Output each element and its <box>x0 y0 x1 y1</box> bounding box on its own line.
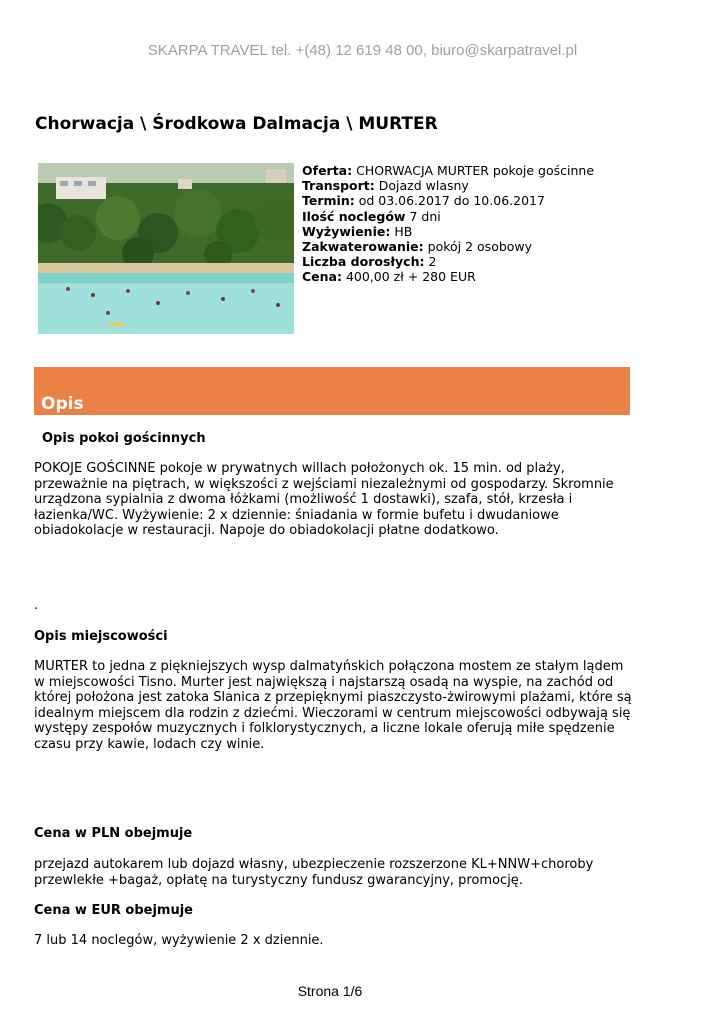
page-title: Chorwacja \ Środkowa Dalmacja \ MURTER <box>35 114 438 134</box>
pokoje-heading: Opis pokoi gościnnych <box>42 431 206 446</box>
offer-row-oferta <box>302 163 594 178</box>
wyzywienie-value: HB <box>394 223 413 239</box>
pokoje-text: POKOJE GOŚCINNE pokoje w prywatnych willach położonych ok. 15 min. od plaży, przeważnie na piętrach, w większości z wejściami niezależnymi od gospodarzy. Skromnie urządzona sypialnia z dwoma łóżkami (możliwość 1 dostawki), szafa, stół, krzesła i łazienka/WC. Wyżywienie: 2 x dziennie: śniadania w formie bufetu i dwudaniowe obiadokolacje w restauracji. Napoje do obiadokolacji płatne dodatkowo. <box>34 461 614 539</box>
cena-pln-text: przejazd autokarem lub dojazd własny, ubezpieczenie rozszerzone KL+NNW+choroby przewlekłe +bagaż, opłatę na turystyczny fundusz gwarancyjny, promocję. <box>34 857 594 888</box>
wyzywienie-label: Wyżywienie: <box>302 223 391 239</box>
transport-label: Transport: <box>302 178 375 194</box>
zakwaterowanie-label: Zakwaterowanie: <box>302 239 424 255</box>
termin-value: od 03.06.2017 do 10.06.2017 <box>358 193 545 209</box>
offer-value: CHORWACJA MURTER pokoje gościnne <box>356 163 595 178</box>
offer-row-cena <box>302 269 594 284</box>
noclegi-label: Ilość noclegów <box>302 208 406 224</box>
offer-row-noclegi <box>302 209 594 224</box>
zakwaterowanie-value: pokój 2 osobowy <box>427 239 533 255</box>
offer-label: Oferta: <box>302 163 353 178</box>
miejscowosc-heading: Opis miejscowości <box>34 629 168 644</box>
offer-row-transport <box>302 178 594 193</box>
section-bar-opis <box>34 367 630 415</box>
offer-details <box>302 163 594 285</box>
beach-photo <box>38 163 294 334</box>
miejscowosc-text: MURTER to jedna z piękniejszych wysp dalmatyńskich połączona mostem ze stałym lądem w miejscowości Tisno. Murter jest największą i najstarszą osadą na wyspie, na zachód od której położona jest zatoka Slanica z przepięknymi piaszczysto-żwirowymi plażami, które są idealnym miejscem dla rodzin z dziećmi. Wieczorami w centrum miejscowości odbywają się występy zespołów muzycznych i folklorystycznych, a liczne lokale oferują miłe spędzenie czasu przy kawie, lodach czy winie. <box>34 659 632 752</box>
page-number: Strona 1/6 <box>297 983 363 999</box>
cena-label: Cena: <box>302 269 342 285</box>
transport-value: Dojazd wlasny <box>378 178 469 194</box>
beach-photo-illustration <box>38 163 294 334</box>
noclegi-value: 7 dni <box>409 208 441 224</box>
cena-value: 400,00 zł + 280 EUR <box>345 269 476 285</box>
cena-eur-heading: Cena w EUR obejmuje <box>34 903 194 918</box>
dorosli-value: 2 <box>428 254 437 270</box>
offer-row-dorosli <box>302 254 594 269</box>
offer-row-zakwaterowanie <box>302 239 594 254</box>
dorosli-label: Liczba dorosłych: <box>302 254 425 270</box>
offer-row-wyzywienie <box>302 224 594 239</box>
cena-pln-heading: Cena w PLN obejmuje <box>34 826 193 841</box>
section-bar-title: Opis <box>41 394 84 414</box>
separator-dot: . <box>34 598 39 613</box>
offer-row-termin <box>302 193 594 208</box>
termin-label: Termin: <box>302 193 355 209</box>
cena-eur-text: 7 lub 14 noclegów, wyżywienie 2 x dziennie. <box>34 933 324 948</box>
agency-contact-header: SKARPA TRAVEL tel. +(48) 12 619 48 00, biuro@skarpatravel.pl <box>147 42 578 59</box>
